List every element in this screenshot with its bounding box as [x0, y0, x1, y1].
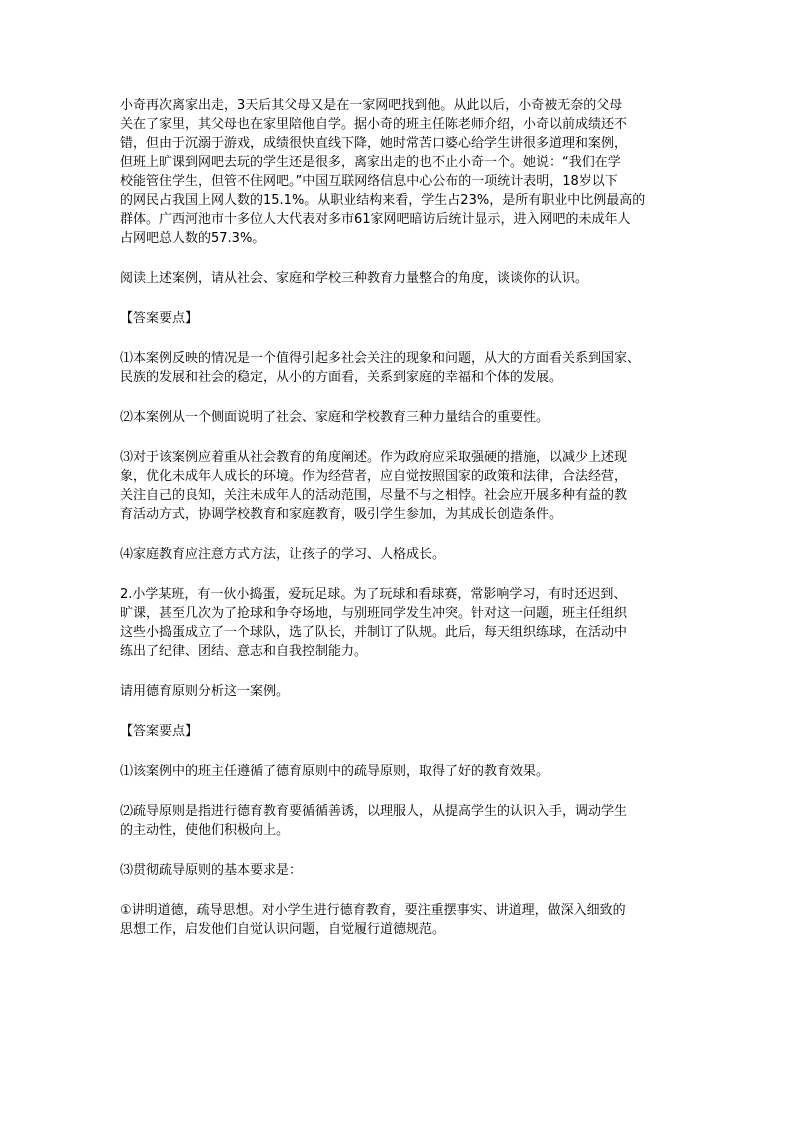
text-line: 思想工作，启发他们自觉认识问题，自觉履行道德规范。: [120, 922, 446, 937]
paragraph: [120, 309, 680, 328]
paragraph-gap: [120, 781, 680, 802]
text-line: 小奇再次离家出走，3天后其父母又是在一家网吧找到他。从此以后，小奇被无奈的父母: [120, 98, 623, 113]
text-line: 关在了家里，其父母也在家里陪他自学。据小奇的班主任陈老师介绍，小奇以前成绩还不: [120, 117, 628, 132]
text-line: 象，优化未成年人成长的环境。作为经营者，应自觉按照国家的政策和法律，合法经营，: [120, 469, 628, 484]
paragraph: [120, 762, 680, 781]
text-line: 的网民占我国上网人数的15.1%。从职业结构来看，学生占23%，是所有职业中比例最高的: [120, 193, 646, 208]
text-line: 育活动方式，协调学校教育和家庭教育，吸引学生参加，为其成长创造条件。: [120, 507, 563, 522]
text-line: 练出了纪律、团结、意志和自我控制能力。: [120, 644, 368, 659]
text-line: 占网吧总人数的57.3%。: [120, 231, 266, 246]
text-line: 【答案要点】: [120, 724, 199, 739]
text-line: ⑶贯彻疏导原则的基本要求是：: [120, 863, 303, 878]
paragraph-gap: [120, 248, 680, 269]
paragraph-gap: [120, 880, 680, 901]
text-line: 但班上旷课到网吧去玩的学生还是很多，离家出走的也不止小奇一个。她说：“我们在学: [120, 155, 621, 170]
text-line: 阅读上述案例，请从社会、家庭和学校三种教育力量整合的角度，谈谈你的认识。: [120, 271, 589, 286]
paragraph: [120, 408, 680, 427]
text-line: 群体。广西河池市十多位人大代表对多市61家网吧暗访后统计显示，进入网吧的未成年人: [120, 212, 631, 227]
paragraph-gap: [120, 387, 680, 408]
text-line: 请用德育原则分析这一案例。: [120, 684, 290, 699]
paragraph-gap: [120, 741, 680, 762]
text-line: ⑴该案例中的班主任遵循了德育原则中的疏导原则，取得了好的教育效果。: [120, 764, 550, 779]
text-line: ⑴本案例反映的情况是一个值得引起多社会关注的现象和问题，从大的方面看关系到国家、: [120, 351, 641, 366]
paragraph: [120, 901, 680, 939]
text-line: 错，但由于沉溺于游戏，成绩很快直线下降，她时常苦口婆心给学生讲很多道理和案例，: [120, 136, 628, 151]
paragraph: [120, 349, 680, 387]
text-line: ⑷家庭教育应注意方式方法，让孩子的学习、人格成长。: [120, 547, 446, 562]
text-line: 校能管住学生，但管不住网吧。”中国互联网络信息中心公布的一项统计表明，18岁以下: [120, 174, 618, 189]
paragraph: [120, 448, 680, 524]
paragraph: [120, 269, 680, 288]
paragraph: [120, 722, 680, 741]
paragraph: [120, 545, 680, 564]
text-line: ①讲明道德，疏导思想。对小学生进行德育教育，要注重摆事实、讲道理，做深入细致的: [120, 903, 626, 918]
text-line: 民族的发展和社会的稳定，从小的方面看，关系到家庭的幸福和个体的发展。: [120, 370, 563, 385]
text-line: 2.小学某班，有一伙小捣蛋，爱玩足球。为了玩球和看球赛，常影响学习，有时还迟到、: [120, 587, 627, 602]
paragraph-gap: [120, 701, 680, 722]
text-line: 旷课，甚至几次为了抢球和争夺场地，与别班同学发生冲突。针对这一问题，班主任组织: [120, 606, 628, 621]
paragraph: [120, 96, 680, 248]
paragraph-gap: [120, 427, 680, 448]
paragraph-gap: [120, 661, 680, 682]
paragraph: [120, 802, 680, 840]
paragraph-gap: [120, 524, 680, 545]
text-line: ⑶对于该案例应着重从社会教育的角度阐述。作为政府应采取强硬的措施，以减少上述现: [120, 450, 628, 465]
text-line: 关注自己的良知，关注未成年人的活动范围，尽量不与之相悖。社会应开展多种有益的教: [120, 488, 628, 503]
paragraph-gap: [120, 288, 680, 309]
document-body: [120, 96, 680, 939]
paragraph: [120, 682, 680, 701]
text-line: ⑵疏导原则是指进行德育教育要循循善诱，以理服人，从提高学生的认识入手，调动学生: [120, 804, 628, 819]
text-line: 【答案要点】: [120, 311, 199, 326]
text-line: ⑵本案例从一个侧面说明了社会、家庭和学校教育三种力量结合的重要性。: [120, 410, 550, 425]
paragraph: [120, 585, 680, 661]
text-line: 这些小捣蛋成立了一个球队，选了队长，并制订了队规。此后，每天组织练球，在活动中: [120, 625, 628, 640]
text-line: 的主动性，使他们积极向上。: [120, 823, 290, 838]
paragraph-gap: [120, 564, 680, 585]
paragraph-gap: [120, 840, 680, 861]
paragraph: [120, 861, 680, 880]
paragraph-gap: [120, 328, 680, 349]
